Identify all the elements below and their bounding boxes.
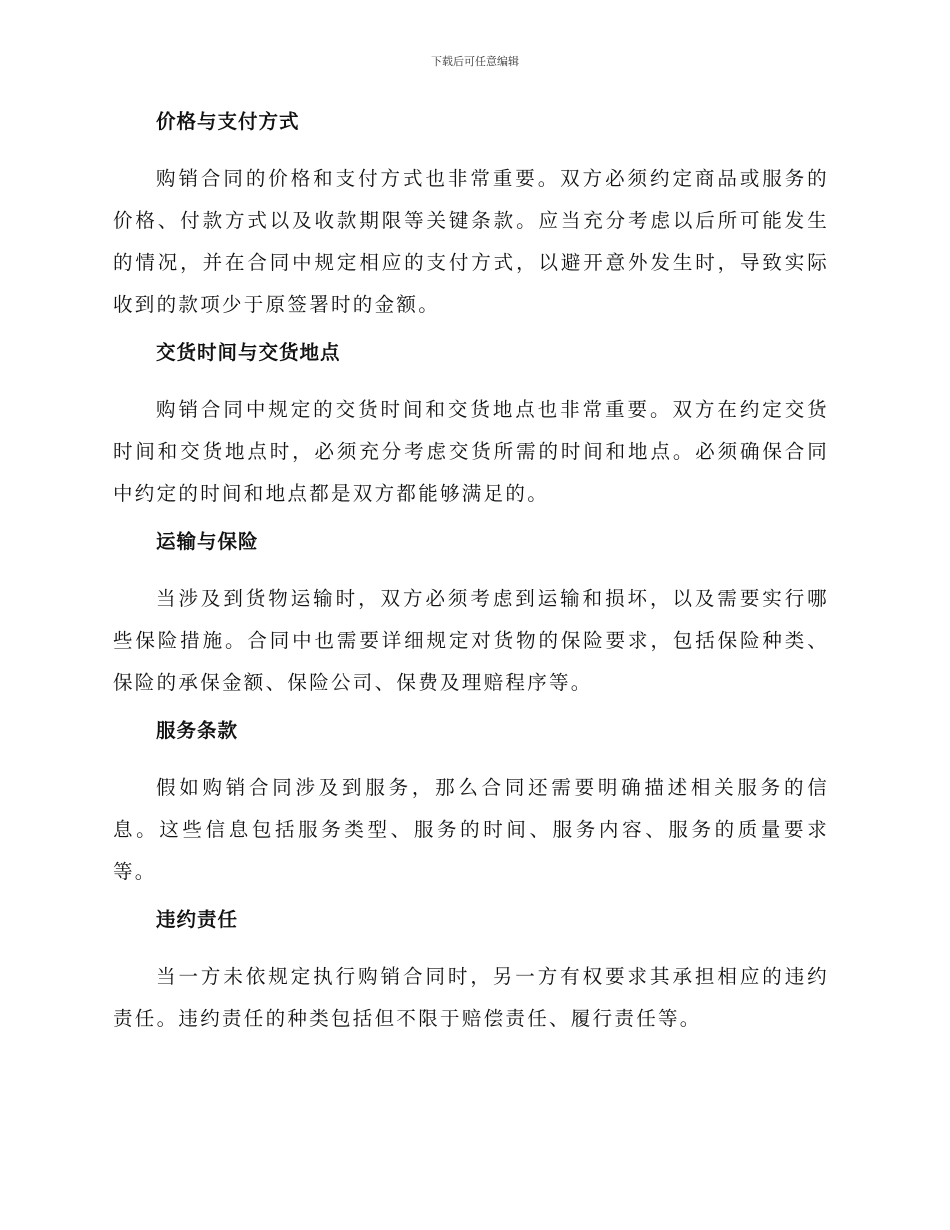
section-paragraph: 购销合同中规定的交货时间和交货地点也非常重要。双方在约定交货时间和交货地点时，必须充分考虑交货所需的时间和地点。必须确保合同中约定的时间和地点都是双方都能够满足的。 [113, 398, 829, 505]
section-paragraph: 假如购销合同涉及到服务，那么合同还需要明确描述相关服务的信息。这些信息包括服务类型、服务的时间、服务内容、服务的质量要求等。 [113, 776, 829, 883]
section-paragraph: 购销合同的价格和支付方式也非常重要。双方必须约定商品或服务的价格、付款方式以及收款期限等关键条款。应当充分考虑以后所可能发生的情况，并在合同中规定相应的支付方式，以避开意外发生时，导致实际收到的款项少于原签署时的金额。 [113, 167, 829, 316]
section-heading: 服务条款 [156, 719, 239, 742]
section-delivery [113, 339, 829, 515]
section-transport-insurance [113, 528, 829, 704]
section-breach-liability [113, 906, 829, 1040]
section-paragraph: 当一方未依规定执行购销合同时，另一方有权要求其承担相应的违约责任。违约责任的种类包括但不限于赔偿责任、履行责任等。 [113, 965, 829, 1030]
section-paragraph: 当涉及到货物运输时，双方必须考虑到运输和损坏，以及需要实行哪些保险措施。合同中也需要详细规定对货物的保险要求，包括保险种类、保险的承保金额、保险公司、保费及理赔程序等。 [113, 587, 829, 694]
section-heading: 价格与支付方式 [156, 110, 300, 133]
document-body [113, 108, 829, 1053]
section-heading: 违约责任 [156, 908, 239, 931]
section-heading: 交货时间与交货地点 [156, 341, 341, 364]
section-price-payment [113, 108, 829, 326]
page-header: 下载后可任意编辑 [431, 55, 519, 68]
section-service-terms [113, 717, 829, 893]
section-heading: 运输与保险 [156, 530, 259, 553]
